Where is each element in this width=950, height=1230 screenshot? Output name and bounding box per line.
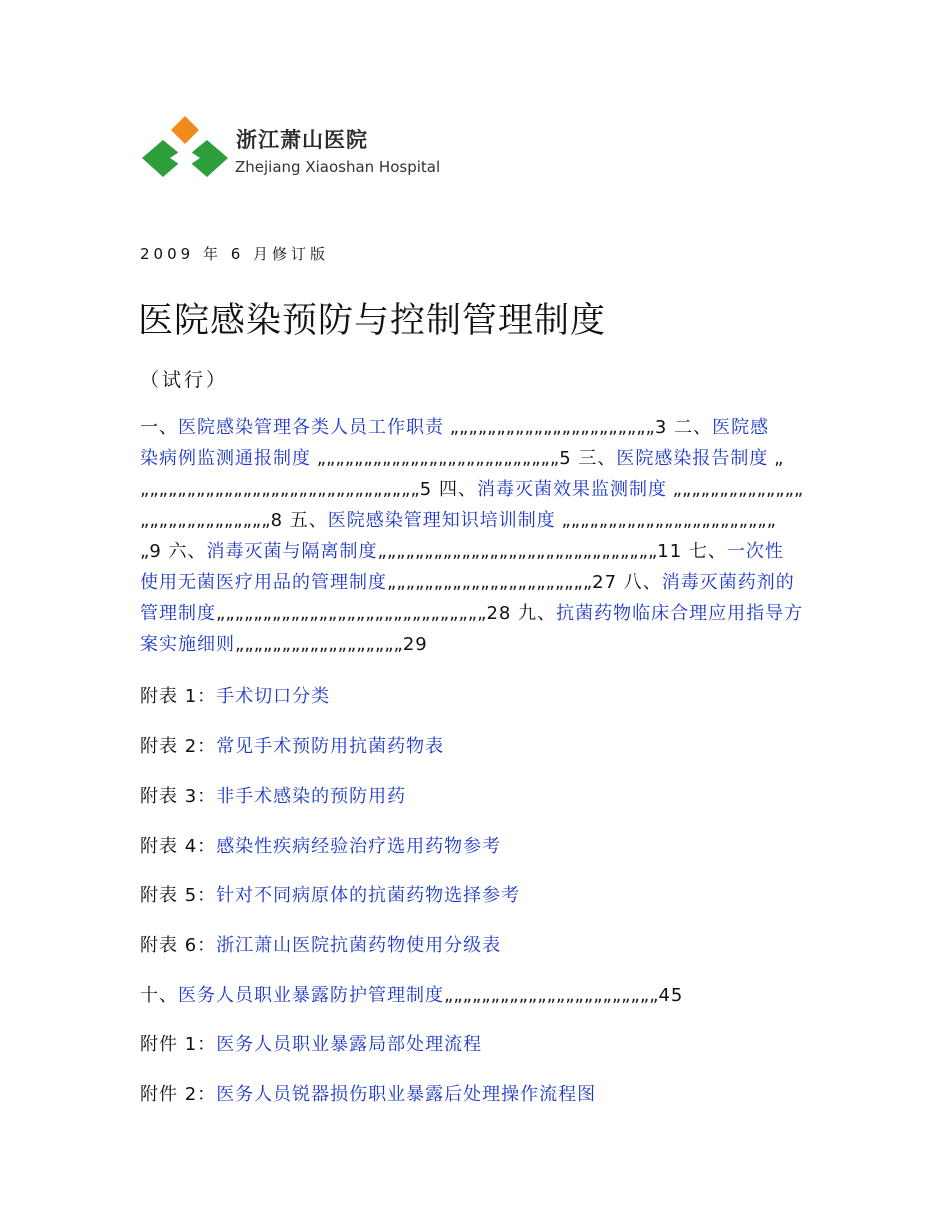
toc-line	[140, 632, 428, 658]
toc-page: 5	[419, 479, 433, 500]
attachment-item	[140, 1080, 596, 1106]
toc-link[interactable]: 一次性	[726, 541, 784, 562]
toc-page: 11	[657, 541, 683, 562]
toc-link[interactable]: 使用无菌医疗用品的管理制度	[140, 572, 387, 593]
appendix-label: 附表 4：	[140, 836, 217, 857]
toc-page: 9	[149, 541, 162, 562]
toc-leader: „„„„„„„„„„„„„„„„„„„„„„„„„„„„„„	[377, 541, 658, 562]
appendix-table-item	[140, 732, 444, 758]
appendix-link[interactable]: 感染性疾病经验治疗选用药物参考	[216, 836, 502, 857]
appendix-table-item	[140, 881, 520, 907]
appendix-label: 附表 1：	[140, 686, 217, 707]
toc-leader: „„„„„„„„„„„„„„„„„„„„„„	[444, 417, 655, 438]
appendix-table-item	[140, 782, 406, 808]
appendix-label: 附表 6：	[140, 935, 217, 956]
toc-number: 三、	[571, 448, 617, 469]
document-subtitle: （试行）	[140, 369, 229, 391]
toc-leader: „	[140, 541, 150, 562]
toc-link[interactable]: 管理制度	[140, 603, 216, 624]
appendix-table-item	[140, 682, 330, 708]
toc-page: 45	[658, 985, 684, 1006]
toc-leader: „„„„„„„„„„„„„„„„„„„„„„„„„„„„„„	[140, 479, 420, 500]
appendix-label: 附表 3：	[140, 786, 217, 807]
attachment-item	[140, 1030, 482, 1056]
toc-number: 五、	[283, 510, 328, 531]
toc-line	[140, 477, 803, 503]
attachment-link[interactable]: 医务人员锐器损伤职业暴露后处理操作流程图	[216, 1084, 597, 1105]
hospital-logo	[140, 113, 455, 188]
toc-number: 一、	[140, 417, 178, 438]
appendix-link[interactable]: 针对不同病原体的抗菌药物选择参考	[216, 885, 521, 906]
appendix-label: 附表 5：	[140, 885, 217, 906]
toc-line	[140, 570, 795, 596]
toc-line	[140, 539, 784, 565]
toc-leader: „„„„„„„„„„„„„„„„„„„„„„„	[555, 510, 776, 531]
toc-number: 十、	[140, 985, 178, 1006]
toc-link[interactable]: 消毒灭菌与隔离制度	[206, 541, 378, 562]
toc-line	[140, 601, 803, 627]
toc-number: 八、	[617, 572, 662, 593]
toc-line	[140, 415, 769, 441]
toc-number: 九、	[511, 603, 557, 624]
toc-link[interactable]: 染病例监测通报制度	[140, 448, 311, 469]
appendix-label: 附表 2：	[140, 736, 217, 757]
toc-leader: „	[768, 448, 784, 469]
toc-link[interactable]: 消毒灭菌药剂的	[661, 572, 795, 593]
toc-leader: „„„„„„„„„„„„„„„„„„„„„„„„„„„„„	[216, 603, 487, 624]
appendix-link[interactable]: 浙江萧山医院抗菌药物使用分级表	[216, 935, 502, 956]
toc-leader: „„„„„„„„„„„„„„„„„„	[235, 634, 403, 655]
logo-name-cn: 浙江萧山医院	[236, 128, 368, 152]
toc-link[interactable]: 抗菌药物临床合理应用指导方	[556, 603, 804, 624]
attachment-label: 附件 1：	[140, 1034, 217, 1055]
toc-page: 8	[270, 510, 284, 531]
document-title: 医院感染预防与控制管理制度	[138, 301, 607, 341]
logo-name-en: Zhejiang Xiaoshan Hospital	[235, 158, 441, 176]
toc-number: 七、	[682, 541, 727, 562]
toc-number: 六、	[161, 541, 207, 562]
toc-number: 四、	[432, 479, 477, 500]
toc-number: 二、	[667, 417, 713, 438]
appendix-link[interactable]: 手术切口分类	[216, 686, 331, 707]
toc-link[interactable]: 消毒灭菌效果监测制度	[476, 479, 667, 500]
toc-line	[140, 981, 683, 1007]
toc-leader: „„„„„„„„„„„„„„	[666, 479, 804, 500]
toc-page: 3	[654, 417, 668, 438]
attachment-link[interactable]: 医务人员职业暴露局部处理流程	[216, 1034, 483, 1055]
appendix-table-item	[140, 931, 501, 957]
toc-page: 5	[559, 448, 572, 469]
attachment-label: 附件 2：	[140, 1084, 217, 1105]
hospital-logo-icon	[140, 113, 230, 188]
toc-page: 29	[402, 634, 428, 655]
toc-page: 28	[486, 603, 512, 624]
toc-leader: „„„„„„„„„„„„„„	[140, 510, 271, 531]
appendix-table-item	[140, 832, 501, 858]
toc-link[interactable]: 医院感染管理知识培训制度	[327, 510, 556, 531]
toc-leader: „„„„„„„„„„„„„„„„„„„„„„„	[444, 985, 659, 1006]
toc-link[interactable]: 医务人员职业暴露防护管理制度	[178, 985, 444, 1006]
toc-line	[140, 446, 783, 472]
appendix-link[interactable]: 非手术感染的预防用药	[216, 786, 407, 807]
toc-page: 27	[592, 572, 618, 593]
toc-leader: „„„„„„„„„„„„„„„„„„„„„„„„„„	[311, 448, 560, 469]
toc-link[interactable]: 医院感染管理各类人员工作职责	[178, 417, 444, 438]
toc-line	[140, 508, 776, 534]
toc-link[interactable]: 医院感	[712, 417, 770, 438]
appendix-link[interactable]: 常见手术预防用抗菌药物表	[216, 736, 445, 757]
toc-link[interactable]: 医院感染报告制度	[616, 448, 769, 469]
toc-link[interactable]: 案实施细则	[140, 634, 235, 655]
edition-note: 2009 年 6 月修订版	[140, 245, 330, 263]
toc-leader: „„„„„„„„„„„„„„„„„„„„„„	[387, 572, 593, 593]
